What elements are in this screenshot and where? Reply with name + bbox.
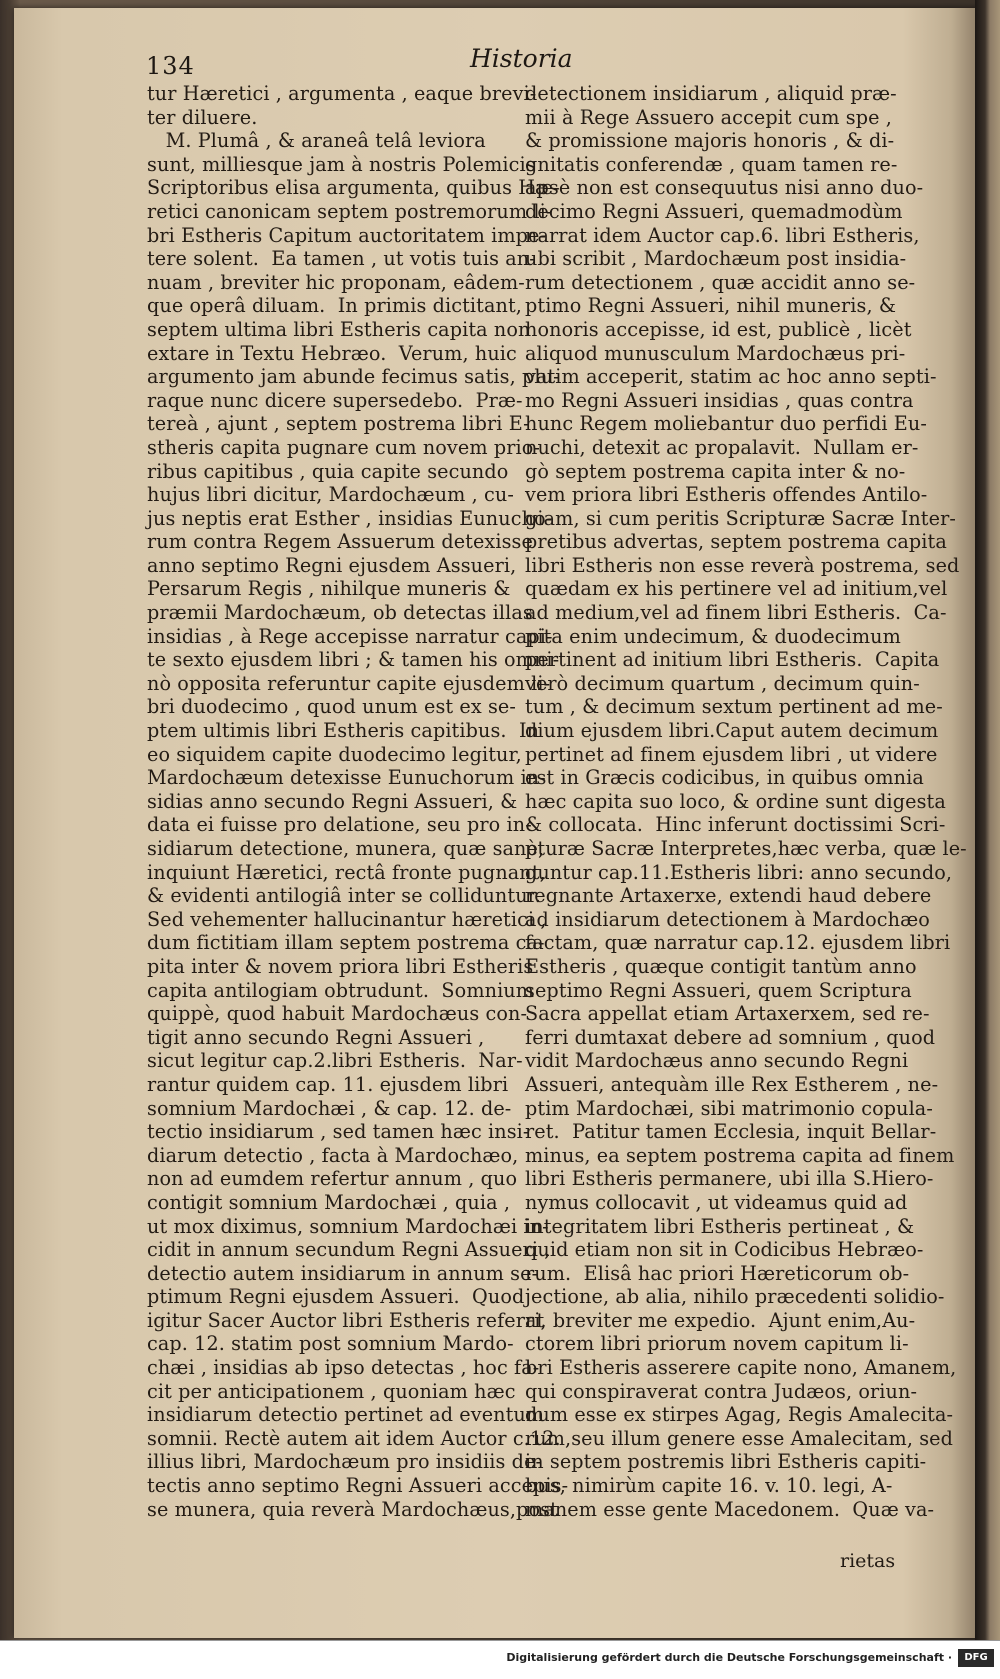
- text-line: data ei fuisse pro delatione, seu pro in-: [147, 813, 532, 837]
- text-line: hunc Regem moliebantur duo perfidi Eu-: [525, 412, 927, 436]
- text-line: septem ultima libri Estheris capita non: [147, 317, 531, 341]
- text-line: ubi scribit , Mardochæum post insidia-: [525, 247, 907, 271]
- text-line: jectione, ab alia, nihilo præcedenti solidio-: [525, 1285, 945, 1309]
- text-line: quid etiam non sit in Codicibus Hebræo-: [525, 1238, 924, 1262]
- text-line: rum,seu illum genere esse Amalecitam, sed: [525, 1426, 954, 1450]
- text-line: & evidenti antilogiâ inter se colliduntur.: [147, 884, 542, 908]
- text-line: igitur Sacer Auctor libri Estheris referat: [147, 1308, 545, 1332]
- text-line: guntur cap.11.Estheris libri: anno secundo,: [525, 860, 953, 884]
- text-line: eo siquidem capite duodecimo legitur,: [147, 742, 522, 766]
- text-line: Estheris , quæque contigit tantùm anno: [525, 954, 917, 978]
- text-line: rum. Elisâ hac priori Hæreticorum ob-: [525, 1261, 910, 1285]
- footer-bar: [0, 1640, 1000, 1679]
- text-line: ferri dumtaxat debere ad somnium , quod: [525, 1025, 936, 1049]
- text-line: tur Hæretici , argumenta , eaque brevi-: [147, 82, 537, 105]
- text-line: giam, si cum peritis Scripturæ Sacræ Inter-: [525, 506, 956, 530]
- text-line: vem priora libri Estheris offendes Antilo-: [525, 483, 928, 507]
- text-line: ptimum Regni ejusdem Assueri. Quod: [147, 1285, 525, 1309]
- text-line: diarum detectio , facta à Mardochæo,: [147, 1143, 519, 1167]
- running-head: Historia: [470, 44, 573, 73]
- text-line: ad medium,vel ad finem libri Estheris. Ca-: [525, 601, 947, 625]
- text-line: minus, ea septem postrema capita ad finem: [525, 1143, 955, 1167]
- text-line: detectio autem insidiarum in annum se-: [147, 1261, 539, 1285]
- text-line: rum detectionem , quæ accidit anno se-: [525, 270, 916, 294]
- text-line: ctorem libri priorum novem capitum li-: [525, 1332, 909, 1356]
- text-line: pertinent ad initium libri Estheris. Capita: [525, 648, 940, 672]
- text-line: gò septem postrema capita inter & no-: [525, 459, 906, 483]
- text-line: extare in Textu Hebræo. Verum, huic: [147, 341, 517, 365]
- text-line: rantur quidem cap. 11. ejusdem libri: [147, 1072, 509, 1096]
- text-line: illius libri, Mardochæum pro insidiis de-: [147, 1450, 543, 1474]
- text-line: apsè non est consequutus nisi anno duo-: [525, 176, 924, 200]
- text-line: factam, quæ narratur cap.12. ejusdem libri: [525, 931, 951, 955]
- dfg-logo: DFG: [958, 1649, 994, 1667]
- text-line: rum contra Regem Assuerum detexisse: [147, 530, 533, 554]
- text-line: dum esse ex stirpes Agag, Regis Amalecita-: [525, 1403, 954, 1427]
- text-line: bri duodecimo , quod unum est ex se-: [147, 695, 516, 719]
- text-line: mo Regni Assueri insidias , quas contra: [525, 388, 914, 412]
- text-line: cap. 12. statim post somnium Mardo-: [147, 1332, 514, 1356]
- text-line: Sacra appellat etiam Artaxerxem, sed re-: [525, 1002, 930, 1026]
- text-line: bri Estheris asserere capite nono, Amanem,: [525, 1356, 957, 1380]
- text-line: sidias anno secundo Regni Assueri, &: [147, 789, 518, 813]
- text-line: insidiarum detectio pertinet ad eventum: [147, 1403, 545, 1427]
- text-line: te sexto ejusdem libri ; & tamen his omni-: [147, 648, 560, 672]
- text-line: capita antilogiam obtrudunt. Somnium: [147, 978, 535, 1002]
- catchword: rietas: [840, 1550, 896, 1572]
- text-line: gnitatis conferendæ , quam tamen re-: [525, 152, 898, 176]
- text-line: tectio insidiarum , sed tamen hæc insi-: [147, 1120, 530, 1144]
- text-line: ptimo Regni Assueri, nihil muneris, &: [525, 294, 897, 318]
- text-line: Sed vehementer hallucinantur hæretici ,: [147, 907, 547, 931]
- text-line: somnii. Rectè autem ait idem Auctor c.12.: [147, 1426, 561, 1450]
- text-line: ter diluere.: [147, 105, 258, 129]
- text-line: præmii Mardochæum, ob detectas illas: [147, 601, 533, 625]
- right-text-column: [525, 82, 967, 1521]
- text-line: tigit anno secundo Regni Assueri ,: [147, 1025, 485, 1049]
- text-line: argumento jam abunde fecimus satis, plu-: [147, 365, 560, 389]
- text-line: pturæ Sacræ Interpretes,hæc verba, quæ le-: [525, 837, 967, 860]
- text-line: que operâ diluam. In primis dictitant,: [147, 294, 522, 318]
- text-line: ri, breviter me expedio. Ajunt enim,Au-: [525, 1308, 916, 1332]
- text-line: bri Estheris Capitum auctoritatem impe-: [147, 223, 547, 247]
- text-line: dum fictitiam illam septem postrema ca-: [147, 931, 545, 955]
- text-line: inquiunt Hæretici, rectâ fronte pugnant,: [147, 860, 546, 884]
- text-line: ptim Mardochæi, sibi matrimonio copula-: [525, 1096, 933, 1120]
- text-line: Persarum Regis , nihilque muneris &: [147, 577, 511, 601]
- text-line: ad insidiarum detectionem à Mardochæo: [525, 907, 930, 931]
- text-line: bus, nimirùm capite 16. v. 10. legi, A-: [525, 1474, 893, 1498]
- text-line: nò opposita referuntur capite ejusdem li-: [147, 671, 551, 695]
- text-line: sidiarum detectione, munera, quæ sanè,: [147, 837, 545, 860]
- text-line: quædam ex his pertinere vel ad initium,vel: [525, 577, 948, 601]
- text-line: Mardochæum detexisse Eunuchorum in-: [147, 766, 546, 790]
- text-line: chæi , insidias ab ipso detectas , hoc fa-: [147, 1356, 540, 1380]
- text-line: hæc capita suo loco, & ordine sunt digesta: [525, 789, 946, 813]
- text-line: Scriptoribus elisa argumenta, quibus Hæ-: [147, 176, 560, 200]
- text-line: in septem postremis libri Estheris capiti-: [525, 1450, 927, 1474]
- book-edge: [975, 0, 1000, 1679]
- text-line: pertinet ad finem ejusdem libri , ut videre: [525, 742, 938, 766]
- text-line: somnium Mardochæi , & cap. 12. de-: [147, 1096, 512, 1120]
- text-line: narrat idem Auctor cap.6. libri Estheris,: [525, 223, 920, 247]
- text-line: cidit in annum secundum Regni Assueri ,: [147, 1238, 551, 1262]
- text-line: nymus collocavit , ut videamus quid ad: [525, 1190, 908, 1214]
- text-line: aliquod munusculum Mardochæus pri-: [525, 341, 906, 365]
- text-line: detectionem insidiarum , aliquid præ-: [525, 82, 897, 105]
- text-line: sicut legitur cap.2.libri Estheris. Nar-: [147, 1049, 523, 1073]
- text-line: dium ejusdem libri.Caput autem decimum: [525, 719, 939, 743]
- text-line: manem esse gente Macedonem. Quæ va-: [525, 1497, 935, 1521]
- text-line: raque nunc dicere supersedebo. Præ-: [147, 388, 523, 412]
- text-line: quippè, quod habuit Mardochæus con-: [147, 1002, 528, 1026]
- text-line: hujus libri dicitur, Mardochæum , cu-: [147, 483, 514, 507]
- left-text-column: [147, 82, 568, 1521]
- text-line: vidit Mardochæus anno secundo Regni: [525, 1049, 909, 1073]
- text-line: honoris accepisse, id est, publicè , licèt: [525, 317, 912, 341]
- text-line: integritatem libri Estheris pertineat , &: [525, 1214, 915, 1238]
- text-line: libri Estheris permanere, ubi illa S.Hiero-: [525, 1167, 934, 1191]
- text-line: sunt, milliesque jam à nostris Polemicis: [147, 152, 536, 176]
- text-line: pita enim undecimum, & duodecimum: [525, 624, 901, 648]
- text-line: Assueri, antequàm ille Rex Estherem , ne-: [525, 1072, 939, 1096]
- text-line: septimo Regni Assueri, quem Scriptura: [525, 978, 912, 1002]
- text-line: tectis anno septimo Regni Assueri accepis-: [147, 1474, 569, 1498]
- text-line: tere solent. Ea tamen , ut votis tuis an-: [147, 247, 536, 271]
- text-line: nuchi, detexit ac propalavit. Nullam er-: [525, 435, 919, 459]
- text-line: decimo Regni Assueri, quemadmodùm: [525, 199, 903, 223]
- text-line: vatim acceperit, statim ac hoc anno septi-: [525, 365, 937, 389]
- text-line: tereà , ajunt , septem postrema libri E-: [147, 412, 530, 436]
- text-line: anno septimo Regni ejusdem Assueri,: [147, 553, 517, 577]
- text-line: tum , & decimum sextum pertinent ad me-: [525, 695, 943, 719]
- text-line: ret. Patitur tamen Ecclesia, inquit Bellar-: [525, 1120, 937, 1144]
- text-line: ribus capitibus , quia capite secundo: [147, 459, 509, 483]
- text-line: & collocata. Hinc inferunt doctissimi Scri-: [525, 813, 946, 837]
- text-line: contigit somnium Mardochæi , quia ,: [147, 1190, 511, 1214]
- text-line: ut mox diximus, somnium Mardochæi in-: [147, 1214, 549, 1238]
- text-line: retici canonicam septem postremorum li-: [147, 199, 553, 223]
- text-line: stheris capita pugnare cum novem prio-: [147, 435, 540, 459]
- footer-credit: Digitalisierung gefördert durch die Deutsche Forschungsgemeinschaft ·: [506, 1651, 952, 1664]
- text-line: se munera, quia reverà Mardochæus,post: [147, 1497, 558, 1521]
- text-line: M. Plumâ , & araneâ telâ leviora: [147, 129, 486, 153]
- text-line: pretibus advertas, septem postrema capita: [525, 530, 947, 554]
- text-line: mii à Rege Assuero accepit cum spe ,: [525, 105, 892, 129]
- text-line: pita inter & novem priora libri Estheris: [147, 954, 534, 978]
- text-line: verò decimum quartum , decimum quin-: [525, 671, 920, 695]
- text-line: qui conspiraverat contra Judæos, oriun-: [525, 1379, 918, 1403]
- text-line: est in Græcis codicibus, in quibus omnia: [525, 766, 924, 790]
- text-line: nuam , breviter hic proponam, eâdem-: [147, 270, 525, 294]
- text-line: regnante Artaxerxe, extendi haud debere: [525, 884, 932, 908]
- text-line: ptem ultimis libri Estheris capitibus. In: [147, 719, 540, 743]
- text-line: cit per anticipationem , quoniam hæc: [147, 1379, 516, 1403]
- text-line: libri Estheris non esse reverà postrema, sed: [525, 553, 960, 577]
- text-line: jus neptis erat Esther , insidias Eunucho-: [147, 506, 553, 530]
- text-line: non ad eumdem refertur annum , quo: [147, 1167, 518, 1191]
- text-line: & promissione majoris honoris , & di-: [525, 129, 895, 153]
- text-line: insidias , à Rege accepisse narratur capi-: [147, 624, 553, 648]
- page-number: 134: [146, 52, 195, 80]
